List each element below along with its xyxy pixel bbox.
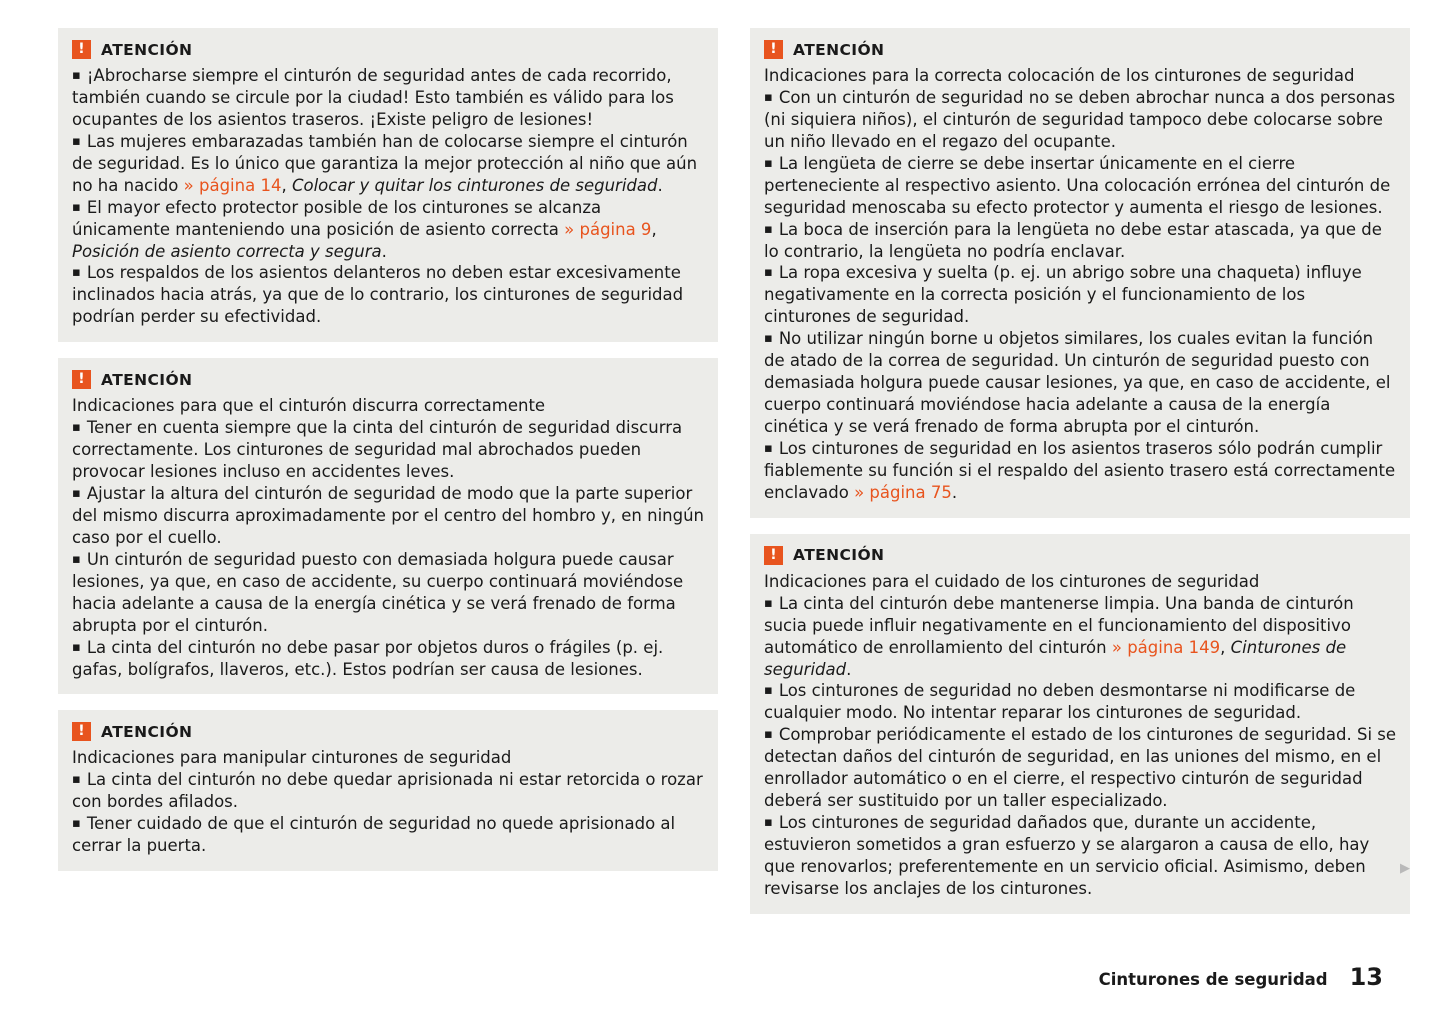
page-reference-link[interactable]: » página 149 [1111,637,1221,657]
text-run: La boca de inserción para la lengüeta no debe estar atascada, ya que de lo contrario, la lengüeta no podría enclavar. [764,219,1382,261]
page-footer [1099,963,1383,991]
page-number: 13 [1349,963,1383,991]
intro-text [72,747,704,769]
intro-text [72,395,704,417]
page-edge-marker: ▶ [1400,861,1410,876]
intro-text [764,571,1396,593]
bullet-item [72,637,704,681]
text-run: . [951,482,958,502]
text-run: Los cinturones de seguridad no deben desmontarse ni modificarse de cualquier modo. No intentar reparar los cinturones de seguridad. [764,681,1356,723]
warning-title: ATENCIÓN [101,722,193,741]
text-run: No utilizar ningún borne u objetos similares, los cuales evitan la función de atado de la correa de seguridad. Un cinturón de seguridad puesto con demasiada holgura puede causar lesiones, ya que, en caso de accidente, el cuerpo continuará moviéndose hacia adelante a causa de la energía cinética y se verá frenado de forma abrupta por el cinturón. [764,329,1391,436]
warning-title: ATENCIÓN [793,40,885,59]
warning-body [72,747,704,857]
reference-title: Posición de asiento correcta y segura [72,241,382,261]
text-run: La cinta del cinturón no debe pasar por objetos duros o frágiles (p. ej. gafas, bolígrafos, llaveros, etc.). Estos podrían ser causa de lesiones. [72,637,664,679]
text-run: Los cinturones de seguridad en los asientos traseros sólo podrán cumplir fiablemente su función si el respaldo del asiento trasero está correctamente enclavado [764,438,1396,502]
bullet-item [72,197,704,263]
reference-title: Cinturones de seguridad [764,637,1347,679]
intro-text [764,65,1396,87]
text-run: , [281,175,292,195]
warning-body [72,65,704,328]
bullet-item [72,131,704,197]
warning-body [72,395,704,680]
bullet-item [764,812,1396,900]
text-run: Tener en cuenta siempre que la cinta del cinturón de seguridad discurra correctamente. Los cinturones de seguridad mal abrochados pueden provocar lesiones incluso en accidentes leves. [72,418,683,482]
page-reference-link[interactable]: » página 9 [564,219,652,239]
bullet-item [764,724,1396,812]
warning-header [72,722,704,741]
text-run: Las mujeres embarazadas también han de colocarse siempre el cinturón de seguridad. Es lo único que garantiza la mejor protección al niño que aún no ha nacido [72,131,698,195]
text-run: Indicaciones para el cuidado de los cinturones de seguridad [764,571,1260,591]
text-run: Indicaciones para que el cinturón discurra correctamente [72,396,546,416]
bullet-item [764,87,1396,153]
warning-header [764,40,1396,59]
page-reference-link[interactable]: » página 14 [183,175,282,195]
footer-section-title: Cinturones de seguridad [1098,970,1328,989]
warning-box [58,28,718,342]
text-run: Indicaciones para la correcta colocación de los cinturones de seguridad [764,66,1355,85]
text-run: La lengüeta de cierre se debe insertar únicamente en el cierre perteneciente al respectivo asiento. Una colocación errónea del cinturón de seguridad menoscaba su efecto protector y aumenta el riesgo de lesiones. [764,153,1391,217]
right-column [750,28,1410,930]
warning-box [58,710,718,871]
warning-header [72,40,704,59]
exclamation-icon: ! [764,546,783,565]
warning-box [750,28,1410,518]
bullet-item [72,65,704,131]
text-run: Comprobar periódicamente el estado de los cinturones de seguridad. Si se detectan daños del cinturón de seguridad, en las uniones del mismo, en el enrollador automático o en el cierre, el respectivo cinturón de seguridad deberá ser sustituido por un taller especializado. [764,725,1397,811]
warning-body [764,65,1396,504]
warning-title: ATENCIÓN [101,40,193,59]
text-run: Los respaldos de los asientos delanteros no deben estar excesivamente inclinados hacia atrás, ya que de lo contrario, los cinturones de seguridad podrían perder su efectividad. [72,263,684,327]
exclamation-icon: ! [72,722,91,741]
text-run: . [657,175,663,195]
bullet-item [764,328,1396,438]
bullet-item [764,153,1396,219]
text-run: Con un cinturón de seguridad no se deben abrochar nunca a dos personas (ni siquiera niños), el cinturón de seguridad tampoco debe colocarse sobre un niño llevado en el regazo del ocupante. [764,87,1396,151]
bullet-item [72,262,704,328]
bullet-item [764,438,1396,504]
text-run: . [846,659,852,679]
exclamation-icon: ! [764,40,783,59]
warning-box [58,358,718,694]
warning-title: ATENCIÓN [101,370,193,389]
warning-title: ATENCIÓN [793,546,885,565]
bullet-item [764,680,1396,724]
page-reference-link[interactable]: » página 75 [854,482,952,502]
text-run: Indicaciones para manipular cinturones de seguridad [72,748,512,768]
text-run: La cinta del cinturón no debe quedar aprisionada ni estar retorcida o rozar con bordes afilados. [72,770,703,812]
text-run: . [381,241,387,261]
exclamation-icon: ! [72,370,91,389]
bullet-item [72,549,704,637]
text-run: El mayor efecto protector posible de los cinturones se alcanza únicamente manteniendo una posición de asiento correcta [72,197,602,239]
text-run: Tener cuidado de que el cinturón de seguridad no quede aprisionado al cerrar la puerta. [72,814,676,856]
bullet-item [764,593,1396,681]
text-run: La ropa excesiva y suelta (p. ej. un abrigo sobre una chaqueta) influye negativamente en la correcta posición y el funcionamiento de los cinturones de seguridad. [764,263,1362,327]
warning-header [764,546,1396,565]
bullet-item [72,483,704,549]
warning-box [750,534,1410,914]
bullet-item [72,417,704,483]
warning-body [764,571,1396,900]
warning-header [72,370,704,389]
exclamation-icon: ! [72,40,91,59]
text-run: ¡Abrocharse siempre el cinturón de seguridad antes de cada recorrido, también cuando se circule por la ciudad! Esto también es válido para los ocupantes de los asientos traseros. ¡Existe peligro de lesiones! [72,66,674,129]
text-run: , [1220,637,1231,657]
left-column [58,28,718,887]
bullet-item [764,262,1396,328]
text-run: Los cinturones de seguridad dañados que, durante un accidente, estuvieron sometidos a gran esfuerzo y se alargaron a causa de ello, hay que renovarlos; preferentemente en un servicio oficial. Asimismo, deben revisarse los anclajes de los cinturones. [764,813,1370,898]
text-run: , [651,219,657,239]
bullet-item [72,769,704,813]
text-run: Un cinturón de seguridad puesto con demasiada holgura puede causar lesiones, ya que, en caso de accidente, su cuerpo continuará moviéndose hacia adelante a causa de la energía cinética y se verá frenado de forma abrupta por el cinturón. [72,549,684,635]
reference-title: Colocar y quitar los cinturones de seguridad [291,175,658,195]
text-run: Ajustar la altura del cinturón de seguridad de modo que la parte superior del mismo discurra aproximadamente por el centro del hombro y, en ningún caso por el cuello. [72,484,704,547]
bullet-item [764,219,1396,263]
text-run: La cinta del cinturón debe mantenerse limpia. Una banda de cinturón sucia puede influir negativamente en el funcionamiento del dispositivo automático de enrollamiento del cinturón [764,593,1354,657]
bullet-item [72,813,704,857]
